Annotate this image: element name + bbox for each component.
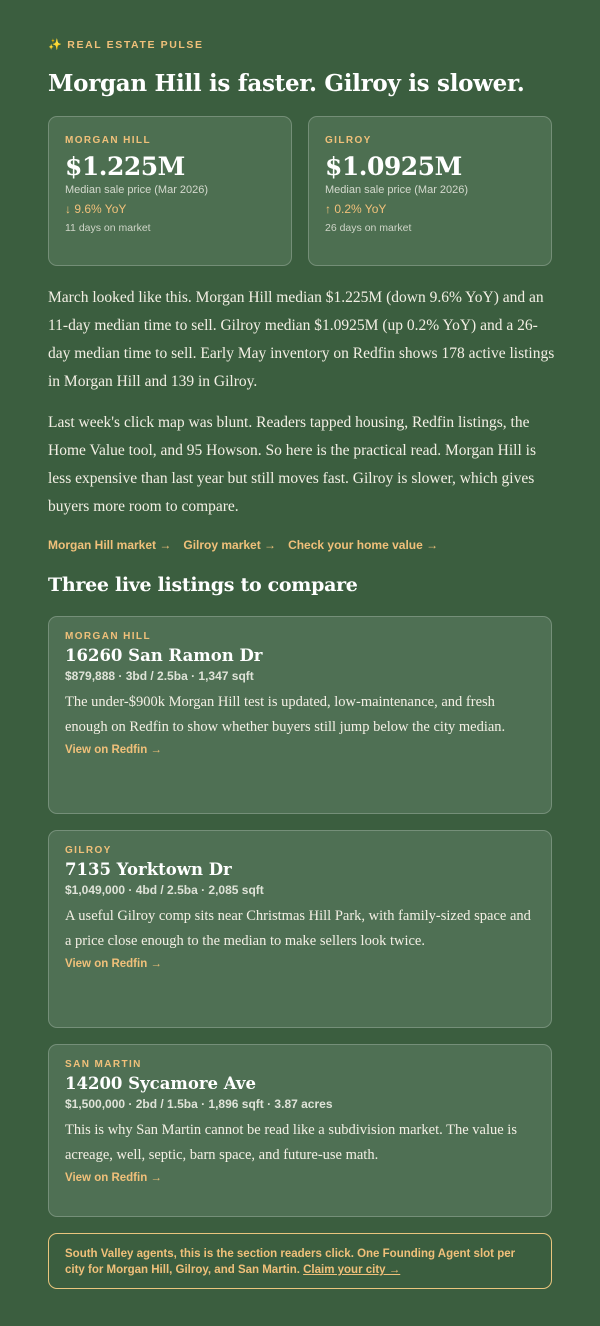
listing-address: 7135 Yorktown Dr bbox=[65, 860, 232, 879]
body-paragraph-click-map: Last week's click map was blunt. Readers tapped housing, Redfin listings, the Home Value tool, and 95 Howson. So here is the practical read. Morgan Hill is less expensive than last year but still moves fast. Gilroy is slower, which gives buyers more room to compare. bbox=[48, 414, 537, 515]
claim-your-city-link[interactable]: Claim your city → bbox=[303, 1264, 401, 1276]
kicker-label: REAL ESTATE PULSE bbox=[67, 39, 204, 51]
body-paragraph-market-summary: March looked like this. Morgan Hill median $1.225M (down 9.6% YoY) and an 11-day median time to sell. Gilroy median $1.0925M (up 0.2% YoY) and a 26-day median time to sell. Early May inventory on Redfin shows 178 active listings in Morgan Hill and 139 in Gilroy. bbox=[48, 289, 555, 390]
stat-city: MORGAN HILL bbox=[65, 135, 151, 146]
stat-days-on-market: 11 days on market bbox=[65, 222, 151, 234]
market-links bbox=[48, 538, 450, 552]
morgan-hill-market-link[interactable]: Morgan Hill market → bbox=[48, 538, 172, 552]
founding-agent-banner bbox=[48, 1233, 552, 1289]
listing-address: 14200 Sycamore Ave bbox=[65, 1074, 257, 1093]
stat-price: $1.0925M bbox=[325, 152, 462, 181]
view-on-redfin-link[interactable]: View on Redfin → bbox=[65, 958, 162, 970]
stat-yoy: ↑ 0.2% YoY bbox=[325, 202, 387, 216]
listing-city: SAN MARTIN bbox=[65, 1059, 142, 1070]
sparkles-icon: ✨ bbox=[48, 39, 64, 51]
stat-yoy: ↓ 9.6% YoY bbox=[65, 202, 127, 216]
listing-city: GILROY bbox=[65, 845, 112, 856]
listing-description: This is why San Martin cannot be read like a subdivision market. The value is acreage, well, septic, barn space, and future-use math. bbox=[65, 1122, 517, 1163]
stat-price: $1.225M bbox=[65, 152, 185, 181]
listing-city: MORGAN HILL bbox=[65, 631, 151, 642]
stat-label: Median sale price (Mar 2026) bbox=[325, 184, 469, 196]
view-on-redfin-link[interactable]: View on Redfin → bbox=[65, 1172, 162, 1184]
home-value-link[interactable]: Check your home value → bbox=[288, 538, 439, 552]
listing-card bbox=[48, 616, 552, 814]
stat-card-morgan-hill bbox=[48, 116, 292, 266]
listing-description: A useful Gilroy comp sits near Christmas Hill Park, with family-sized space and a price close enough to the median to make sellers look twice. bbox=[65, 908, 531, 949]
listing-card bbox=[48, 830, 552, 1028]
stat-card-gilroy bbox=[308, 116, 552, 266]
section-kicker bbox=[48, 38, 204, 51]
listing-card bbox=[48, 1044, 552, 1217]
listing-description: The under-$900k Morgan Hill test is updated, low-maintenance, and fresh enough on Redfin to show whether buyers still jump below the city median. bbox=[65, 694, 506, 735]
stat-city: GILROY bbox=[325, 135, 372, 146]
stat-label: Median sale price (Mar 2026) bbox=[65, 184, 209, 196]
listing-meta: $1,500,000 · 2bd / 1.5ba · 1,896 sqft · 3.87 acres bbox=[65, 1097, 333, 1111]
stat-days-on-market: 26 days on market bbox=[325, 222, 412, 234]
gilroy-market-link[interactable]: Gilroy market → bbox=[183, 538, 277, 552]
listing-meta: $879,888 · 3bd / 2.5ba · 1,347 sqft bbox=[65, 669, 254, 683]
page-headline: Morgan Hill is faster. Gilroy is slower. bbox=[48, 70, 525, 97]
view-on-redfin-link[interactable]: View on Redfin → bbox=[65, 744, 162, 756]
listings-heading: Three live listings to compare bbox=[48, 574, 358, 596]
listing-address: 16260 San Ramon Dr bbox=[65, 646, 263, 665]
banner-text: South Valley agents, this is the section readers click. One Founding Agent slot per city for Morgan Hill, Gilroy, and San Martin. bbox=[65, 1248, 516, 1276]
listing-meta: $1,049,000 · 4bd / 2.5ba · 2,085 sqft bbox=[65, 883, 264, 897]
